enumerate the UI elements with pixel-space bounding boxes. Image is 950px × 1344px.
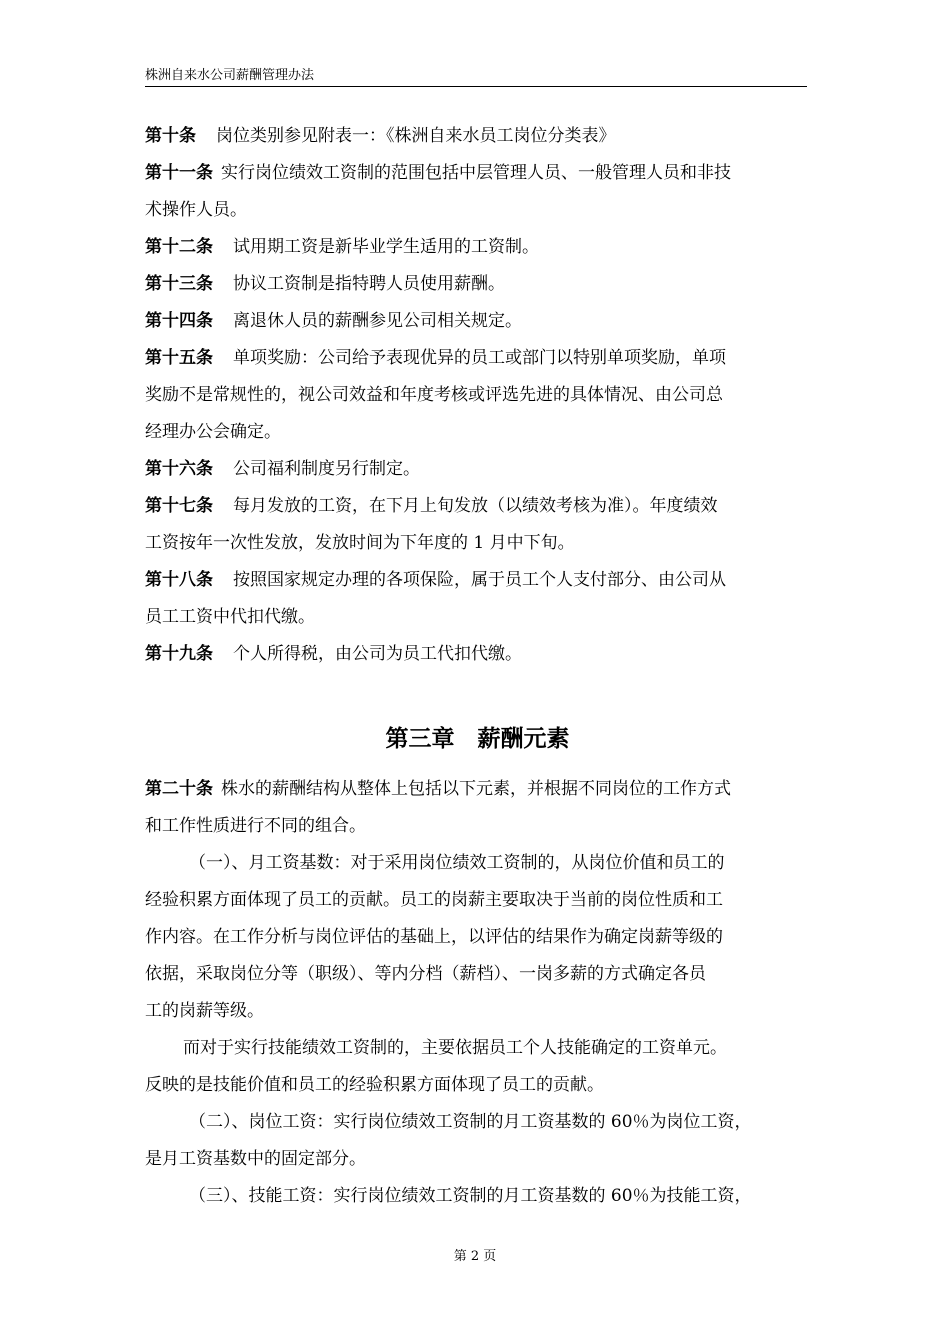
article-text: 术操作人员。 (145, 200, 247, 220)
article-text: 岗位类别参见附表一：《株洲自来水员工岗位分类表》 (216, 126, 616, 146)
paragraph-text: 工的岗薪等级。 (145, 1001, 264, 1021)
paragraph-1-continued (145, 956, 810, 993)
article-label: 第十条 (145, 126, 196, 146)
article-text: 工资按年一次性发放，发放时间为下年度的 1 月中下旬。 (145, 533, 575, 553)
paragraph-2-continued (145, 1067, 810, 1104)
article-15-continued (145, 414, 810, 451)
article-text: 协议工资制是指特聘人员使用薪酬。 (233, 274, 505, 294)
paragraph-text: （一）、月工资基数：对于采用岗位绩效工资制的，从岗位价值和员工的 (189, 853, 725, 873)
page-number: 第 2 页 (453, 1249, 497, 1264)
article-text: 经理办公会确定。 (145, 422, 281, 442)
paragraph-text: （三）、技能工资：实行岗位绩效工资制的月工资基数的 60％为技能工资， (189, 1186, 752, 1206)
paragraph-text: 依据，采取岗位分等（职级）、等内分档（薪档）、一岗多薪的方式确定各员 (145, 964, 706, 984)
paragraph-text: 经验积累方面体现了员工的贡献。员工的岗薪主要取决于当前的岗位性质和工 (145, 890, 723, 910)
page-footer (0, 1245, 950, 1264)
article-19 (145, 636, 810, 673)
article-text: 公司福利制度另行制定。 (233, 459, 420, 479)
article-13 (145, 266, 810, 303)
paragraph-2 (145, 1030, 810, 1067)
article-text: 奖励不是常规性的，视公司效益和年度考核或评选先进的具体情况、由公司总 (145, 385, 723, 405)
paragraph-1-continued (145, 919, 810, 956)
article-16 (145, 451, 810, 488)
article-label: 第十八条 (145, 570, 213, 590)
paragraph-text: 是月工资基数中的固定部分。 (145, 1149, 366, 1169)
article-text: 离退休人员的薪酬参见公司相关规定。 (233, 311, 522, 331)
paragraph-3-continued (145, 1141, 810, 1178)
article-text: 每月发放的工资，在下月上旬发放（以绩效考核为准）。年度绩效 (233, 496, 718, 516)
article-11 (145, 155, 810, 192)
article-label: 第十九条 (145, 644, 213, 664)
header-title: 株洲自来水公司薪酬管理办法 (145, 68, 315, 83)
article-text: 个人所得税，由公司为员工代扣代缴。 (233, 644, 522, 664)
article-17-continued (145, 525, 810, 562)
paragraph-4 (145, 1178, 810, 1215)
paragraph-1-continued (145, 882, 810, 919)
article-text: 单项奖励：公司给予表现优异的员工或部门以特别单项奖励，单项 (233, 348, 726, 368)
article-14 (145, 303, 810, 340)
article-text: 和工作性质进行不同的组合。 (145, 816, 366, 836)
paragraph-1 (145, 845, 810, 882)
article-text: 实行岗位绩效工资制的范围包括中层管理人员、一般管理人员和非技 (221, 163, 731, 183)
article-11-continued (145, 192, 810, 229)
paragraph-1-continued (145, 993, 810, 1030)
paragraph-text: 反映的是技能价值和员工的经验积累方面体现了员工的贡献。 (145, 1075, 604, 1095)
article-17 (145, 488, 810, 525)
article-text: 按照国家规定办理的各项保险，属于员工个人支付部分、由公司从 (233, 570, 726, 590)
article-text: 员工工资中代扣代缴。 (145, 607, 315, 627)
paragraph-text: 作内容。在工作分析与岗位评估的基础上，以评估的结果作为确定岗薪等级的 (145, 927, 723, 947)
article-text: 株水的薪酬结构从整体上包括以下元素，并根据不同岗位的工作方式 (221, 779, 731, 799)
article-label: 第十四条 (145, 311, 213, 331)
page-header (145, 66, 807, 87)
article-label: 第十六条 (145, 459, 213, 479)
article-label: 第十三条 (145, 274, 213, 294)
article-label: 第十二条 (145, 237, 213, 257)
article-15 (145, 340, 810, 377)
article-15-continued (145, 377, 810, 414)
article-20-continued (145, 808, 810, 845)
article-18 (145, 562, 810, 599)
article-label: 第十五条 (145, 348, 213, 368)
article-label: 第十七条 (145, 496, 213, 516)
article-18-continued (145, 599, 810, 636)
article-label: 第二十条 (145, 779, 213, 799)
article-label: 第十一条 (145, 163, 213, 183)
document-body (145, 118, 810, 1215)
article-12 (145, 229, 810, 266)
paragraph-text: 而对于实行技能绩效工资制的，主要依据员工个人技能确定的工资单元。 (183, 1038, 727, 1058)
article-10 (145, 118, 810, 155)
article-text: 试用期工资是新毕业学生适用的工资制。 (233, 237, 539, 257)
paragraph-3 (145, 1104, 810, 1141)
paragraph-text: （二）、岗位工资：实行岗位绩效工资制的月工资基数的 60％为岗位工资， (189, 1112, 752, 1132)
article-20 (145, 771, 810, 808)
chapter-title: 第三章 薪酬元素 (385, 725, 570, 752)
section-spacer (145, 673, 810, 707)
